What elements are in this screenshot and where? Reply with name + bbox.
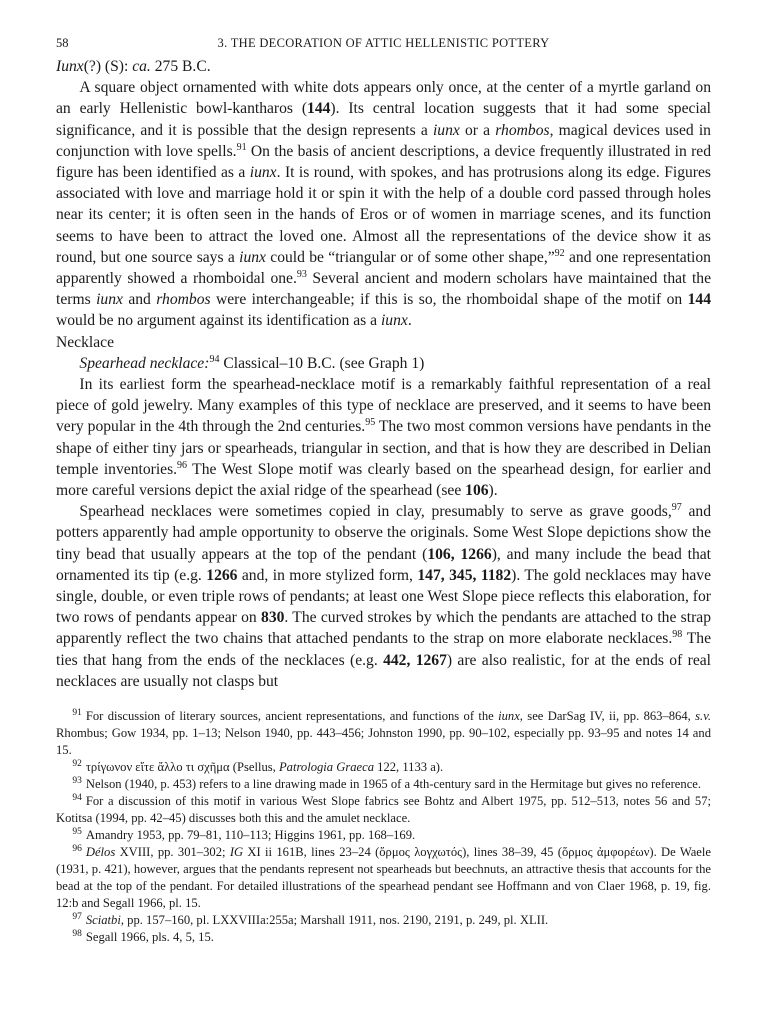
footnote-ref: 91 (236, 141, 247, 153)
body-text (56, 56, 711, 692)
footnote-92: $^{92}$ τρίγωνον εἴτε ἄλλο τι σχῆμα (Psellus, Patrologia Graeca 122, 1133 a). (72, 758, 444, 775)
spearhead-paragraph-2: Spearhead necklaces were sometimes copied in clay, presumably to serve as grave goods,$^{97}$ and potters apparently had ample opportunity to observe the originals. Some West Slope depictions show the tiny bead that usually appears at the top of the pendant (106, 1266), and many include the bead that ornamented its tip (e.g. 1266 and, in more stylized form, 147, 345, 1182). The gold necklaces may have single, double, or even triple rows of pendants; at least one West Slope piece reflects this elaboration, for two rows of pendants appear on 830. The curved strokes by which the pendants are attached to the strap apparently reflect the two chains that attached pendants to the strap on more elaborate necklaces.$^{98}$ The ties that hang from the ends of the necklaces (e.g. 442, 1267) are also realistic, for at the ends of real necklaces are usually not clasps but (56, 502, 712, 690)
footnote-96: $^{96}$ Délos XVIII, pp. 301–302; IG XI ii 161B, lines 23–24 (ὅρμος λογχωτός), lines 38–39, 45 (ὅρμος ἀμφορέων). De Waele (1931, p. 421), however, argues that the pendants represent not spearheads but beechnuts, an attractive thesis that accounts for the bead at the top of the pendant. For detailed illustrations of the spearhead pendant see Hoffmann and von Claer 1968, p. 19, fig. 12:b and Segall 1966, pl. 15. (56, 843, 711, 911)
catalog-ref: 144 (307, 100, 331, 118)
footnote-94: $^{94}$ For a discussion of this motif in various West Slope fabrics see Bohtz and Albert 1975, pp. 512–513, notes 56 and 57; Kotitsa (1994, pp. 42–45) discusses both this and the amulet necklace. (56, 792, 711, 826)
catalog-ref: 147, 345, 1182 (417, 566, 512, 584)
running-head (56, 36, 711, 56)
footnote-97: $^{97}$ Sciatbi, pp. 157–160, pl. LXXVIIIa:255a; Marshall 1911, nos. 2190, 2191, p. 249, pl. XLII. (72, 911, 549, 928)
running-title: 3. THE DECORATION OF ATTIC HELLENISTIC POTTERY (217, 36, 550, 50)
footnote-ref: 93 (296, 268, 307, 280)
page (56, 36, 711, 946)
footnote-91: $^{91}$ For discussion of literary sources, ancient representations, and functions of the iunx, see DarSag IV, ii, pp. 863–864, s.v. Rhombus; Gow 1934, pp. 1–13; Nelson 1940, pp. 443–456; Johnston 1990, pp. 90–102, especially pp. 93–95 and notes 14 and 15. (56, 707, 712, 758)
footnotes (56, 708, 711, 946)
catalog-ref: 144 (687, 291, 712, 309)
footnote-95: $^{95}$ Amandry 1953, pp. 79–81, 110–113; Higgins 1961, pp. 168–169. (72, 826, 416, 843)
footnote-ref: 94 (209, 353, 220, 365)
footnote-ref: 97 (671, 502, 682, 514)
spearhead-heading: Spearhead necklace:$^{94}$ Classical–10 B.C. (see Graph 1) (79, 353, 425, 372)
footnote-ref: 92 (554, 247, 565, 259)
iunx-heading: Iunx(?) (S): ca. 275 B.C. (56, 58, 211, 75)
iunx-paragraph: A square object ornamented with white dots appears only once, at the center of a myrtle garland on an early Hellenistic bowl-kantharos (144). Its central location suggests that it had some special significance, and it is possible that the design represents a iunx or a rhombos, magical devices used in conjunction with love spells.$^{91}$ On the basis of ancient descriptions, a device frequently illustrated in red figure has been identified as a iunx. It is round, with spokes, and has protrusions along its edge. Figures associated with love and marriage hold it or spin it with the help of a double cord passed through holes near its center; it is often seen in the hands of Eros or of women in marriage scenes, and its function seems to have been to attract the loved one. Almost all the representations of the device show it as round, but one source says a iunx could be “triangular or of some other shape,”$^{92}$ and one representation apparently showed a rhomboidal one.$^{93}$ Several ancient and modern scholars have maintained that the terms iunx and rhombos were interchangeable; if this is so, the rhomboidal shape of the motif on 144 would be no argument against its identification as a iunx. (56, 79, 712, 330)
footnote-93: $^{93}$ Nelson (1940, p. 453) refers to a line drawing made in 1965 of a 4th-century sard in the Hermitage but gives no reference. (72, 775, 702, 792)
page-number: 58 (56, 36, 69, 50)
catalog-ref: 106 (465, 482, 489, 500)
footnote-ref: 98 (672, 629, 683, 641)
footnote-98: $^{98}$ Segall 1966, pls. 4, 5, 15. (72, 928, 214, 945)
footnote-ref: 95 (365, 417, 376, 429)
spearhead-paragraph-1: In its earliest form the spearhead-necklace motif is a remarkably faithful representation of a real piece of gold jewelry. Many examples of this type of necklace are preserved, and it seems to have been very popular in the 4th through the 2nd centuries.$^{95}$ The two most common versions have pendants in the shape of either tiny jars or spearheads, triangular in section, and that is how they are described in Delian temple inventories.$^{96}$ The West Slope motif was clearly based on the spearhead design, for earlier and more careful versions depict the axial ridge of the spearhead (see 106). (56, 376, 711, 500)
catalog-ref: 106, 1266 (427, 545, 492, 563)
necklace-heading: Necklace (56, 333, 114, 351)
catalog-ref: 1266 (206, 566, 238, 584)
catalog-ref: 442, 1267 (383, 651, 447, 669)
catalog-ref: 830 (261, 609, 285, 627)
footnote-ref: 96 (177, 459, 188, 471)
iunx-term: Iunx (56, 58, 84, 75)
